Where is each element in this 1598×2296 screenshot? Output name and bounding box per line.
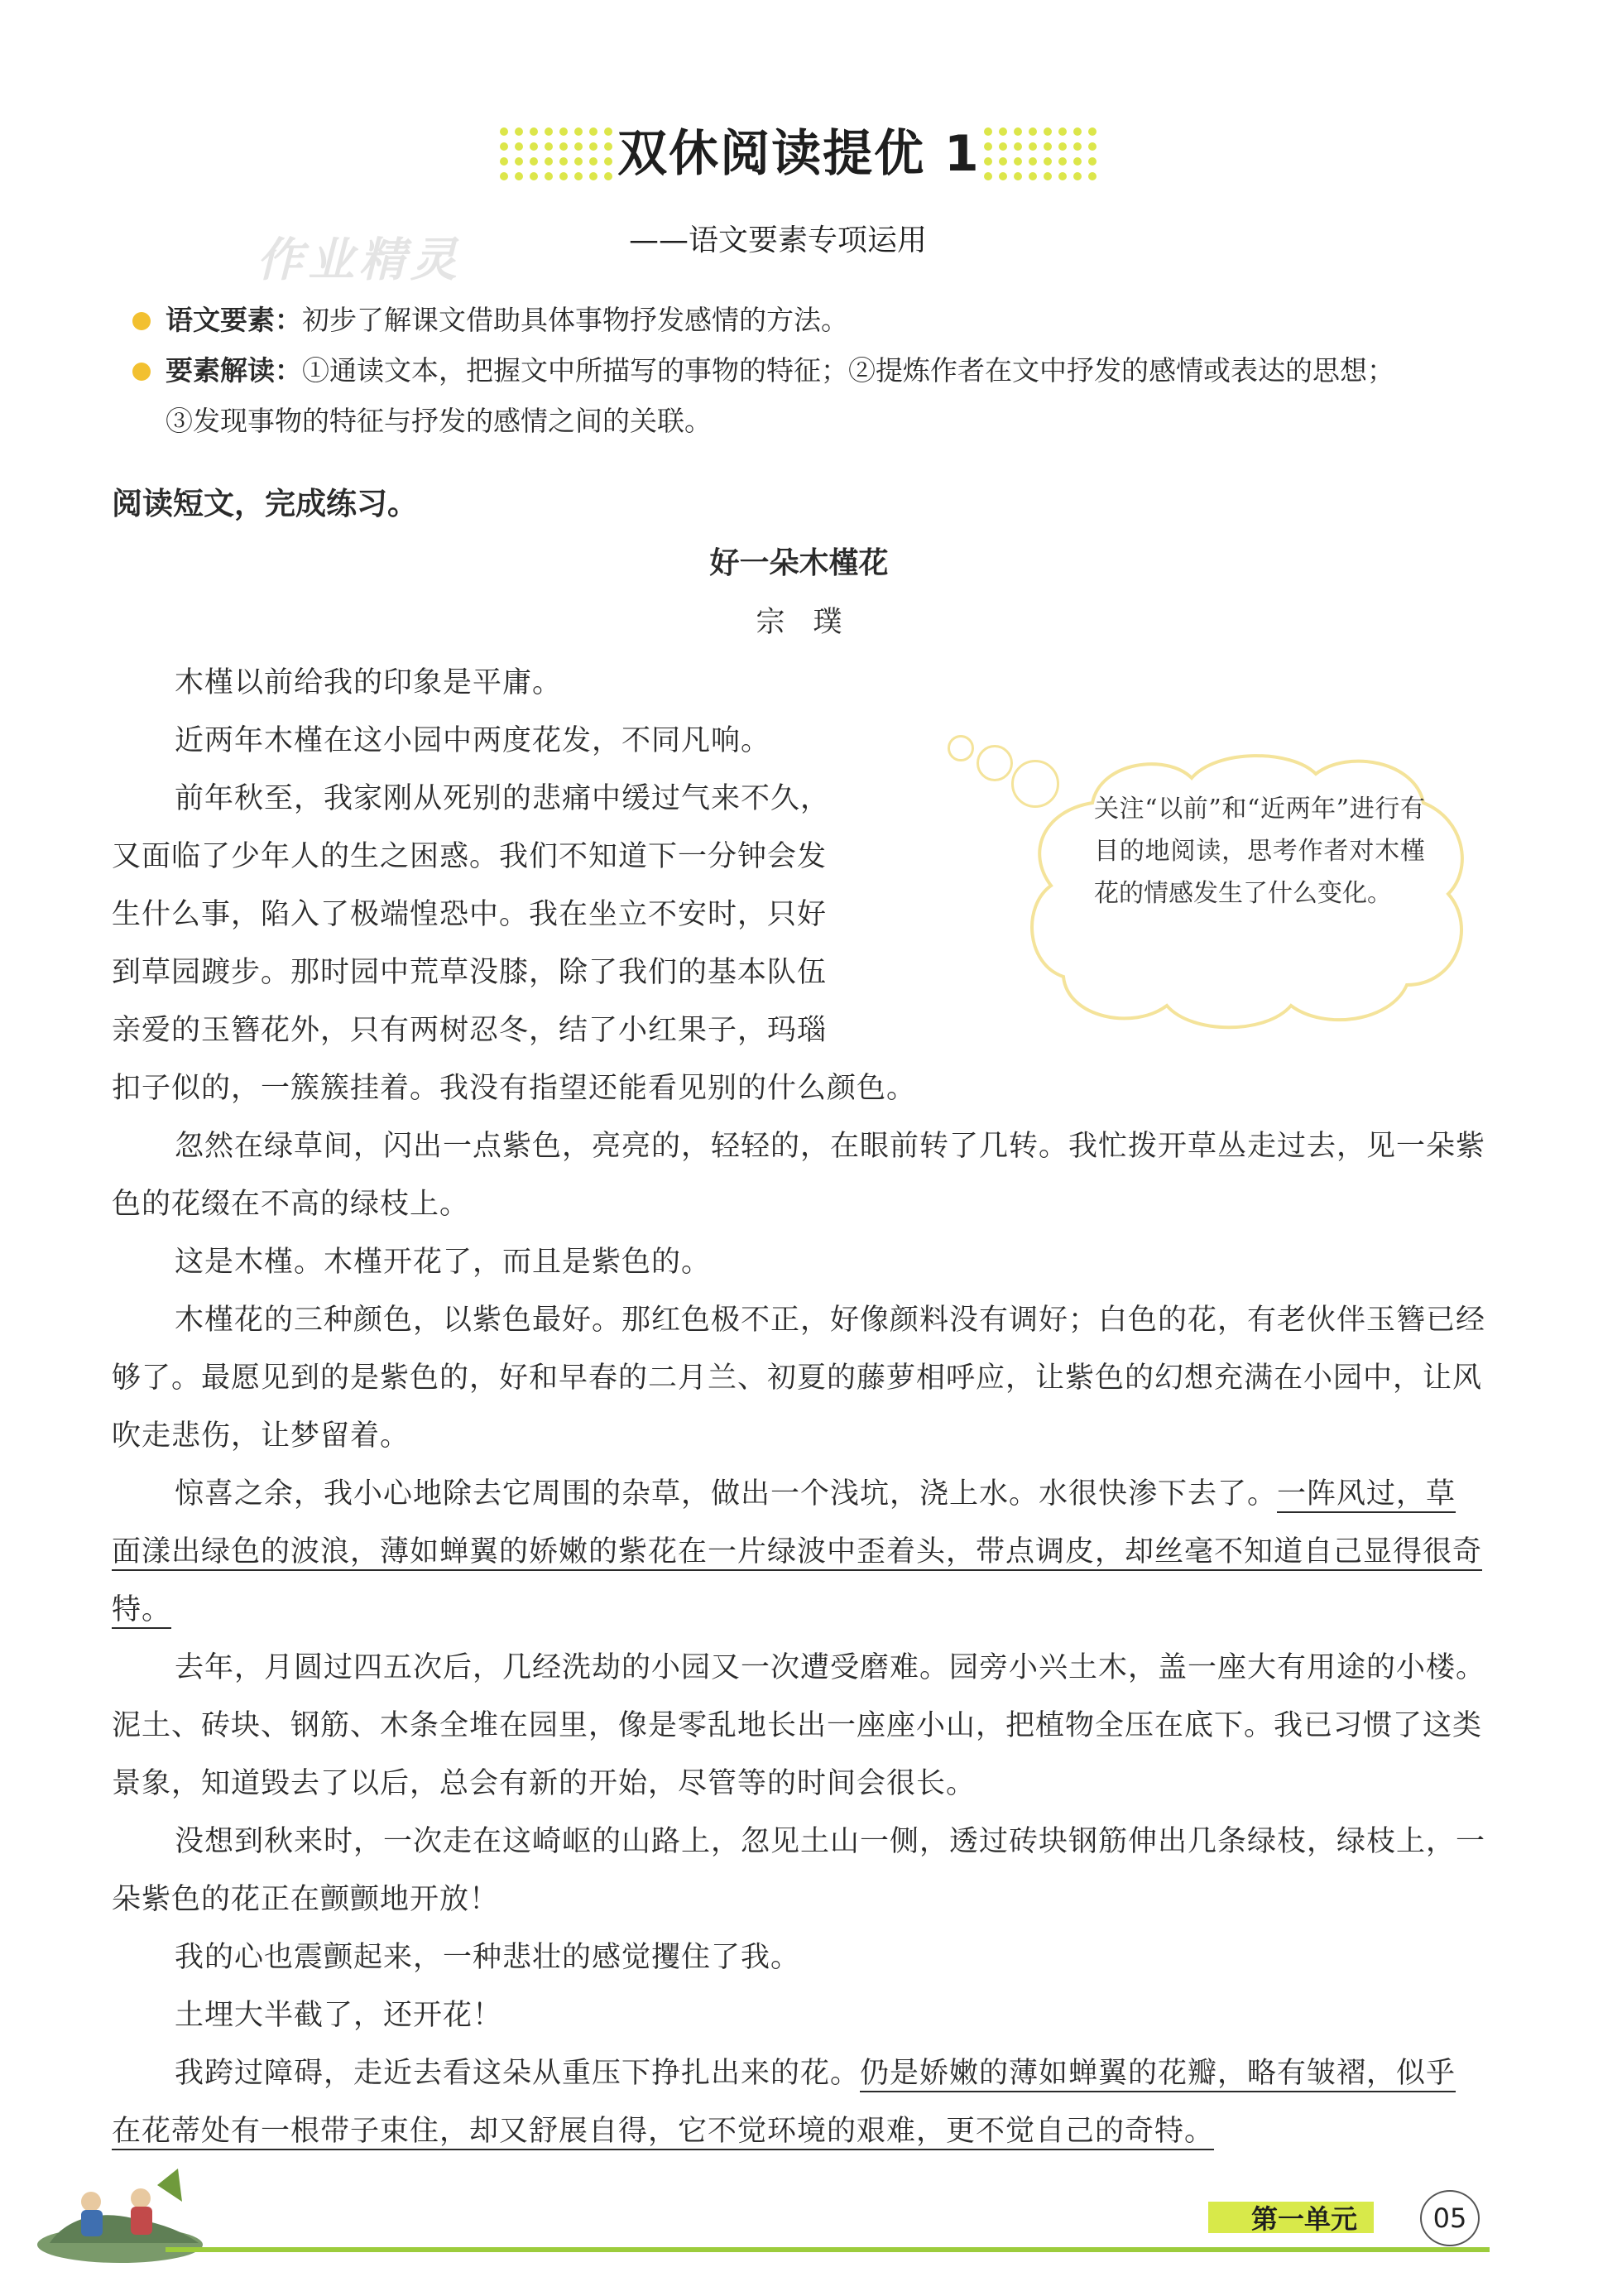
paragraph-3-line: 生什么事，陷入了极端惶恐中。我在坐立不安时，只好 <box>112 898 828 931</box>
thought-bubble-small <box>948 735 974 761</box>
element-label: 语文要素： <box>166 304 302 336</box>
element-row-3 <box>166 396 1523 446</box>
footer-rule <box>166 2247 1490 2252</box>
watermark-logo: 作业精灵 <box>257 233 462 287</box>
article-author: 宗璞 <box>756 606 871 639</box>
element-row-2 <box>132 346 1490 396</box>
element-label: 要素解读： <box>166 354 302 387</box>
paragraph-11: 土埋大半截了，还开花！ <box>175 1999 503 2032</box>
paragraph-8: 去年，月圆过四五次后，几经洗劫的小园又一次遭受磨难。园旁小兴土木，盖一座大有用途的小楼。泥土、砖块、钢筋、木条全堆在园里，像是零乱地长出一座座小山，把植物全压在底下。我已习惯了这类景象，知道毁去了以后，总会有新的开始，尽管等的时间会很长。 <box>112 1651 1486 1800</box>
page-title: 双休阅读提优 1 <box>617 125 981 183</box>
paragraph-7-text: 惊喜之余，我小心地除去它周围的杂草，做出一个浅坑，浇上水。水很快渗下去了。 <box>175 1477 1278 1511</box>
underlined-sentence: 仍是娇嫩的薄如蝉翼的花瓣，略有皱褶，似乎在花蒂处有一根带子束住，却又舒展自得，它不觉环境的艰难，更不觉自己的奇特。 <box>112 2057 1456 2148</box>
paragraph-3-line: 亲爱的玉簪花外，只有两树忍冬，结了小红果子，玛瑙 <box>112 1014 828 1047</box>
paragraph-3-line: 扣子似的，一簇簇挂着。我没有指望还能看见别的什么颜色。 <box>112 1072 917 1105</box>
bullet-icon <box>132 312 151 330</box>
paragraph-5: 这是木槿。木槿开花了，而且是紫色的。 <box>175 1246 712 1279</box>
paragraph-10: 我的心也震颤起来，一种悲壮的感觉攫住了我。 <box>175 1941 801 1974</box>
paragraph-3-line: 到草园踱步。那时园中荒草没膝，除了我们的基本队伍 <box>112 956 828 989</box>
side-note: 关注“以前”和“近两年”进行有目的地阅读，思考作者对木槿花的情感发生了什么变化。 <box>1094 795 1425 908</box>
paragraph-3 <box>112 770 1022 1117</box>
element-text: 初步了解课文借助具体事物抒发感情的方法。 <box>302 304 848 336</box>
paragraph-2: 近两年木槿在这小园中两度花发，不同凡响。 <box>175 724 771 757</box>
element-row-1 <box>132 295 1490 345</box>
paragraph-12-text: 我跨过障碍，走近去看这朵从重压下挣扎出来的花。 <box>175 2057 861 2090</box>
paragraph-6: 木槿花的三种颜色，以紫色最好。那红色极不正，好像颜料没有调好；白色的花，有老伙伴玉簪已经够了。最愿见到的是紫色的，好和早春的二月兰、初夏的藤萝相呼应，让紫色的幻想充满在小园中，让风吹走悲伤，让梦留着。 <box>112 1304 1486 1453</box>
paragraph-3-line: 又面临了少年人的生之困惑。我们不知道下一分钟会发 <box>112 840 828 873</box>
paragraph-3-line: 前年秋至，我家刚从死别的悲痛中缓过气来不久， <box>175 782 831 815</box>
paragraph-9: 没想到秋来时，一次走在这崎岖的山路上，忽见土山一侧，透过砖块钢筋伸出几条绿枝，绿枝上，一朵紫色的花正在颤颤地开放！ <box>112 1825 1486 1916</box>
thought-bubble-medium <box>977 745 1013 781</box>
element-text: ③发现事物的特征与抒发的感情之间的关联。 <box>166 405 712 437</box>
bullet-icon <box>132 363 151 381</box>
paragraph-12 <box>112 2044 1485 2160</box>
paragraph-1: 木槿以前给我的印象是平庸。 <box>175 666 563 699</box>
underlined-sentence: 一阵风过，草面漾出绿色的波浪，薄如蝉翼的娇嫩的紫花在一片绿波中歪着头，带点调皮，却丝毫不知道自己显得很奇特。 <box>112 1477 1483 1626</box>
paragraph-4: 忽然在绿草间，闪出一点紫色，亮亮的，轻轻的，在眼前转了几转。我忙拨开草丛走过去，见一朵紫色的花缀在不高的绿枝上。 <box>112 1130 1486 1221</box>
page-subtitle: ——语文要素专项运用 <box>629 223 928 257</box>
page-number: 05 <box>1420 2190 1480 2246</box>
paragraph-7 <box>112 1465 1485 1639</box>
element-text: ①通读文本，把握文中所描写的事物的特征；②提炼作者在文中抒发的感情或表达的思想； <box>302 354 1394 387</box>
unit-label: 第一单元 <box>1251 2203 1358 2235</box>
article-title: 好一朵木槿花 <box>709 546 889 580</box>
instruction: 阅读短文，完成练习。 <box>112 486 418 521</box>
